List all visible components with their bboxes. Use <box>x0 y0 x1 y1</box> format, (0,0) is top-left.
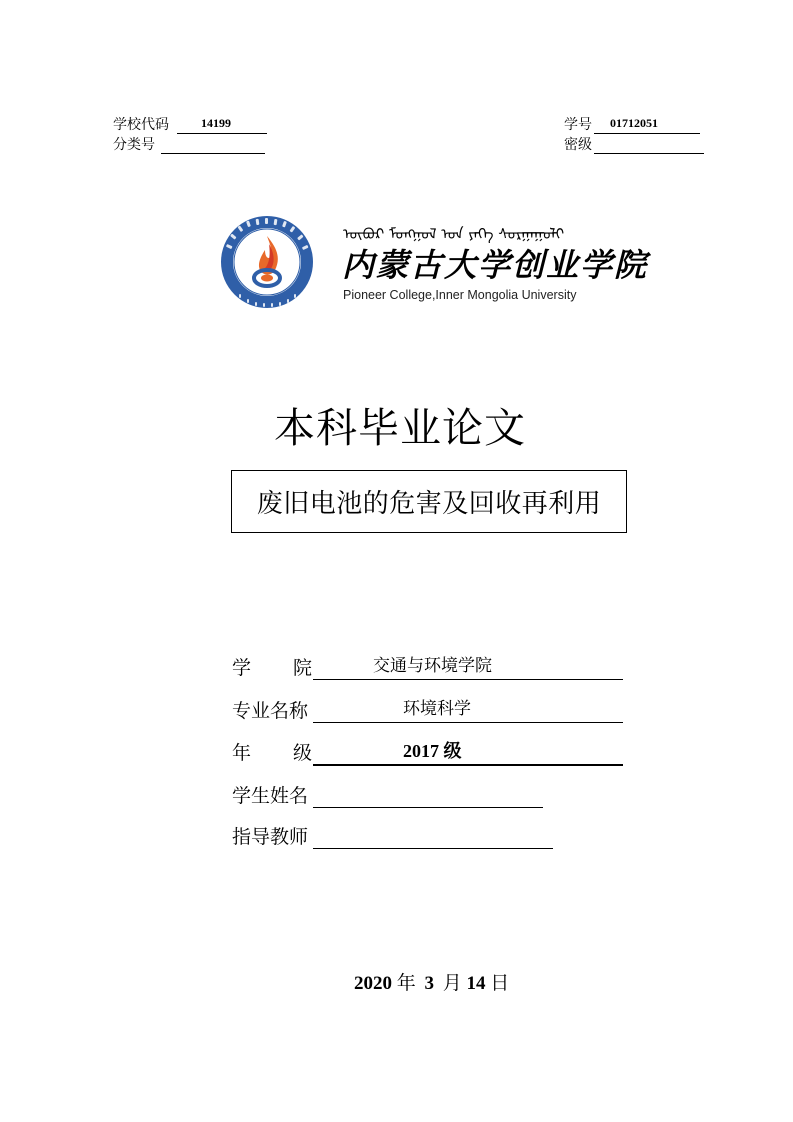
advisor-label: 指导教师 <box>232 826 309 848</box>
school-code-value: 14199 <box>201 116 231 130</box>
logo-english-name: Pioneer College,Inner Mongolia University <box>343 288 577 302</box>
student-id-label: 学号 <box>564 117 592 133</box>
logo-chinese-name: 内蒙古大学创业学院 <box>342 246 649 284</box>
major-label: 专业名称 <box>232 700 309 722</box>
grade-label: 年 级 <box>232 742 312 764</box>
student-name-field[interactable] <box>313 785 543 808</box>
submission-date <box>354 968 509 995</box>
secrecy-label: 密级 <box>564 137 592 153</box>
school-code-label: 学校代码 <box>113 117 169 133</box>
logo-mongolian-script: ᠥᠪᠦᠷ ᠮᠣᠩᠭᠣᠯ ᠤᠨ ᠶᠡᠬᠡ ᠰᠤᠷᠭᠠᠭᠤᠯᠢ <box>343 225 565 243</box>
date-day: 14 <box>466 973 486 994</box>
college-field[interactable] <box>313 657 623 680</box>
date-month: 3 <box>424 973 435 994</box>
emblem-icon <box>219 214 315 310</box>
thesis-title: 废旧电池的危害及回收再利用 <box>256 489 602 519</box>
student-name-label: 学生姓名 <box>232 785 309 807</box>
classification-field[interactable] <box>161 137 265 154</box>
thesis-title-box <box>231 470 627 533</box>
college-value: 交通与环境学院 <box>373 656 492 676</box>
grade-field[interactable] <box>313 742 623 766</box>
major-field[interactable] <box>313 700 623 723</box>
school-code-field[interactable] <box>177 117 267 134</box>
page-title: 本科毕业论文 <box>274 404 526 452</box>
student-id-value: 01712051 <box>610 116 658 130</box>
college-emblem <box>219 214 315 310</box>
classification-label: 分类号 <box>113 137 155 153</box>
date-year-unit: 年 <box>396 972 416 994</box>
grade-value: 2017 级 <box>403 741 462 761</box>
college-label: 学 院 <box>232 657 312 679</box>
major-value: 环境科学 <box>403 699 471 719</box>
advisor-field[interactable] <box>313 826 553 849</box>
secrecy-field[interactable] <box>594 137 704 154</box>
date-day-unit: 日 <box>490 972 510 994</box>
date-year: 2020 <box>354 973 392 994</box>
student-id-field[interactable] <box>594 117 700 134</box>
date-month-unit: 月 <box>442 972 462 994</box>
